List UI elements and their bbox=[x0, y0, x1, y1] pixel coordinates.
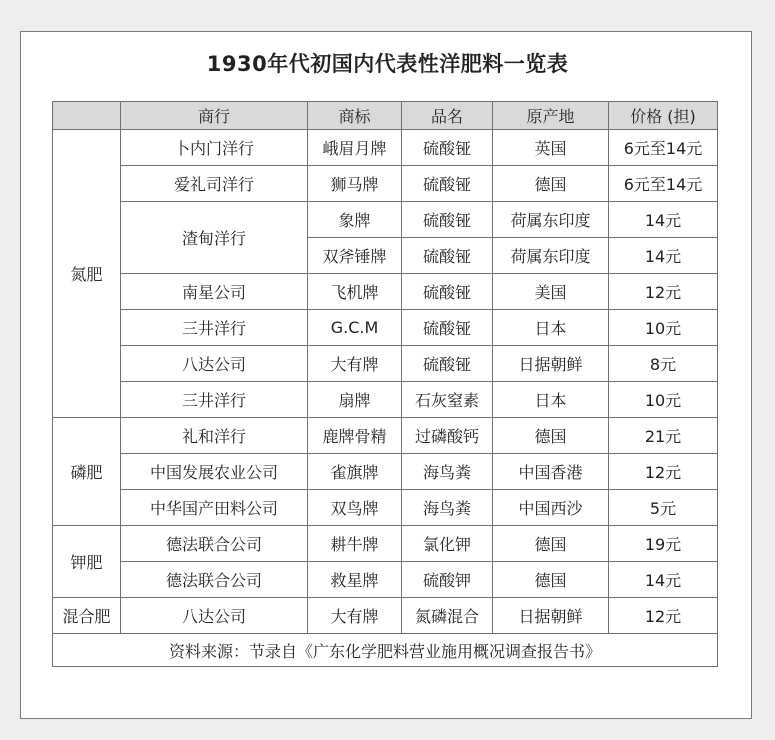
header-company: 商行 bbox=[121, 102, 308, 130]
header-origin: 原产地 bbox=[493, 102, 609, 130]
cell-product: 氯化钾 bbox=[402, 526, 493, 562]
table-row bbox=[53, 382, 718, 418]
cell-company: 卜内门洋行 bbox=[121, 130, 308, 166]
table-row bbox=[53, 562, 718, 598]
cell-company: 三井洋行 bbox=[121, 310, 308, 346]
cell-product: 海鸟粪 bbox=[402, 454, 493, 490]
cell-price: 10元 bbox=[609, 382, 718, 418]
cell-price: 12元 bbox=[609, 598, 718, 634]
cell-company: 三井洋行 bbox=[121, 382, 308, 418]
cell-origin: 德国 bbox=[493, 418, 609, 454]
header-row bbox=[53, 102, 718, 130]
cell-brand: 双斧锤牌 bbox=[308, 238, 402, 274]
cell-price: 5元 bbox=[609, 490, 718, 526]
cell-product: 石灰窒素 bbox=[402, 382, 493, 418]
cell-product: 硫酸铔 bbox=[402, 310, 493, 346]
table-title: 1930年代初国内代表性洋肥料一览表 bbox=[206, 52, 569, 76]
cell-brand: 大有牌 bbox=[308, 598, 402, 634]
cell-origin: 德国 bbox=[493, 562, 609, 598]
cell-origin: 英国 bbox=[493, 130, 609, 166]
category-potash: 钾肥 bbox=[53, 526, 121, 598]
cell-origin: 荷属东印度 bbox=[493, 202, 609, 238]
cell-product: 硫酸铔 bbox=[402, 202, 493, 238]
header-category bbox=[53, 102, 121, 130]
cell-brand: 狮马牌 bbox=[308, 166, 402, 202]
cell-company: 德法联合公司 bbox=[121, 526, 308, 562]
fertilizer-table bbox=[52, 101, 718, 667]
source-row bbox=[53, 634, 718, 667]
cell-product: 氮磷混合 bbox=[402, 598, 493, 634]
cell-origin: 荷属东印度 bbox=[493, 238, 609, 274]
table-row bbox=[53, 490, 718, 526]
cell-product: 硫酸铔 bbox=[402, 238, 493, 274]
cell-price: 12元 bbox=[609, 454, 718, 490]
source-note: 资料来源：节录自《广东化学肥料营业施用概况调查报告书》 bbox=[53, 634, 718, 667]
cell-price: 21元 bbox=[609, 418, 718, 454]
table-row bbox=[53, 526, 718, 562]
cell-brand: 峨眉月牌 bbox=[308, 130, 402, 166]
cell-price: 8元 bbox=[609, 346, 718, 382]
cell-product: 硫酸铔 bbox=[402, 130, 493, 166]
table-row bbox=[53, 598, 718, 634]
cell-company: 中华国产田料公司 bbox=[121, 490, 308, 526]
cell-brand: 飞机牌 bbox=[308, 274, 402, 310]
cell-brand: 大有牌 bbox=[308, 346, 402, 382]
cell-origin: 日据朝鲜 bbox=[493, 598, 609, 634]
category-mixed: 混合肥 bbox=[53, 598, 121, 634]
cell-price: 19元 bbox=[609, 526, 718, 562]
cell-price: 14元 bbox=[609, 202, 718, 238]
cell-company: 礼和洋行 bbox=[121, 418, 308, 454]
cell-product: 海鸟粪 bbox=[402, 490, 493, 526]
cell-origin: 日本 bbox=[493, 382, 609, 418]
cell-price: 6元至14元 bbox=[609, 166, 718, 202]
cell-brand: 耕牛牌 bbox=[308, 526, 402, 562]
cell-price: 12元 bbox=[609, 274, 718, 310]
cell-brand: 扇牌 bbox=[308, 382, 402, 418]
cell-company: 中国发展农业公司 bbox=[121, 454, 308, 490]
cell-company: 渣甸洋行 bbox=[121, 202, 308, 274]
cell-origin: 中国香港 bbox=[493, 454, 609, 490]
cell-brand: 雀旗牌 bbox=[308, 454, 402, 490]
table-row bbox=[53, 310, 718, 346]
cell-product: 硫酸铔 bbox=[402, 166, 493, 202]
header-price: 价格 (担) bbox=[609, 102, 718, 130]
table-row bbox=[53, 166, 718, 202]
cell-company: 德法联合公司 bbox=[121, 562, 308, 598]
cell-origin: 日本 bbox=[493, 310, 609, 346]
header-product: 品名 bbox=[402, 102, 493, 130]
cell-company: 八达公司 bbox=[121, 346, 308, 382]
cell-price: 14元 bbox=[609, 562, 718, 598]
table-row bbox=[53, 418, 718, 454]
cell-brand: G.C.M bbox=[308, 310, 402, 346]
cell-product: 硫酸铔 bbox=[402, 274, 493, 310]
cell-origin: 日据朝鲜 bbox=[493, 346, 609, 382]
cell-brand: 救星牌 bbox=[308, 562, 402, 598]
cell-brand: 双鸟牌 bbox=[308, 490, 402, 526]
cell-price: 14元 bbox=[609, 238, 718, 274]
category-nitrogen: 氮肥 bbox=[53, 130, 121, 418]
cell-origin: 德国 bbox=[493, 166, 609, 202]
cell-origin: 美国 bbox=[493, 274, 609, 310]
cell-product: 硫酸铔 bbox=[402, 346, 493, 382]
cell-brand: 鹿牌骨精 bbox=[308, 418, 402, 454]
cell-price: 6元至14元 bbox=[609, 130, 718, 166]
table-row bbox=[53, 130, 718, 166]
cell-origin: 中国西沙 bbox=[493, 490, 609, 526]
cell-company: 八达公司 bbox=[121, 598, 308, 634]
cell-price: 10元 bbox=[609, 310, 718, 346]
cell-product: 过磷酸钙 bbox=[402, 418, 493, 454]
cell-origin: 德国 bbox=[493, 526, 609, 562]
table-row bbox=[53, 346, 718, 382]
table-row bbox=[53, 274, 718, 310]
cell-company: 爱礼司洋行 bbox=[121, 166, 308, 202]
table-row bbox=[53, 454, 718, 490]
category-phosphate: 磷肥 bbox=[53, 418, 121, 526]
cell-brand: 象牌 bbox=[308, 202, 402, 238]
table-row bbox=[53, 202, 718, 238]
header-brand: 商标 bbox=[308, 102, 402, 130]
cell-product: 硫酸钾 bbox=[402, 562, 493, 598]
cell-company: 南星公司 bbox=[121, 274, 308, 310]
